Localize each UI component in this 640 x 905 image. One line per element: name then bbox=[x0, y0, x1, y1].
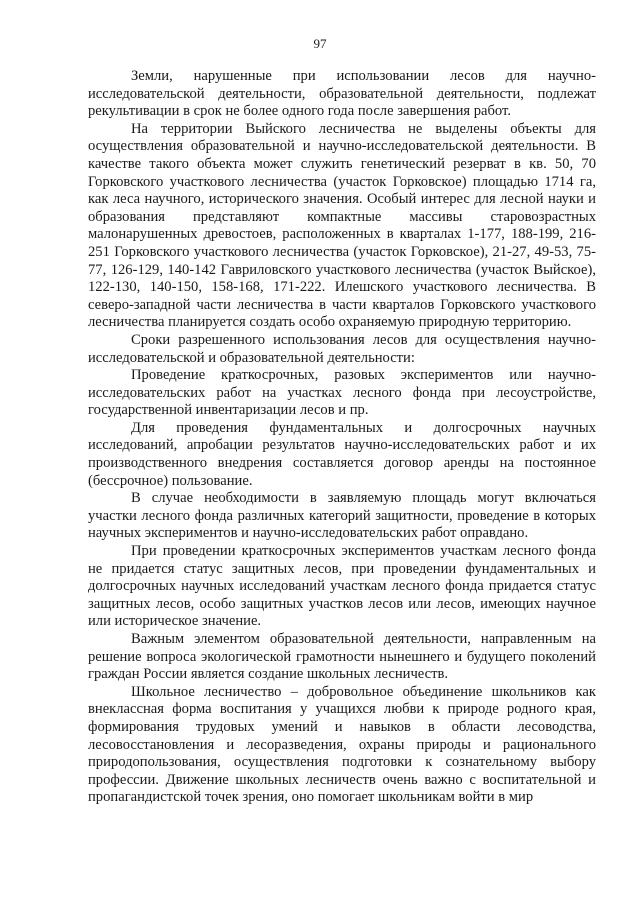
paragraph-fundamental-research: Для проведения фундаментальных и долгосрочных научных исследований, апробации результатов научно-исследовательских работ и их производственного внедрения составляется договор аренды на постоянное (бессрочное) пользование. bbox=[88, 419, 596, 489]
paragraph-area-inclusion: В случае необходимости в заявляемую площадь могут включаться участки лесного фонда различных категорий защитности, проведение в которых научных экспериментов и научно-исследовательских работ оправдано. bbox=[88, 490, 596, 542]
page-number: 97 bbox=[313, 36, 327, 51]
paragraph-reclamation: Земли, нарушенные при использовании лесов для научно-исследовательской деятельности, образовательной деятельности, подлежат рекультивации в срок не более одного года после завершения работ. bbox=[88, 68, 596, 120]
paragraph-short-term-experiments: Проведение краткосрочных, разовых экспериментов или научно-исследовательских работ на участках лесного фонда при лесоустройстве, государственной инвентаризации лесов и пр. bbox=[88, 367, 596, 419]
paragraph-school-forestry-definition: Школьное лесничество – добровольное объединение школьников как внеклассная форма воспитания у учащихся любви к природе родного края, формирования трудовых умений и навыков в области лесоводства, лесовосстановления и лесоразведения, охраны природы и рационального природопользования, осуществления подготовки к сознательному выбору профессии. Движение школьных лесничеств очень важно с воспитательной и пропагандистской точек зрения, оно помогает школьникам войти в мир bbox=[88, 683, 596, 806]
paragraph-permitted-terms: Сроки разрешенного использования лесов для осуществления научно-исследовательской и образовательной деятельности: bbox=[88, 331, 596, 366]
text-body bbox=[88, 68, 596, 807]
paragraph-vyisky-objects: На территории Выйского лесничества не выделены объекты для осуществления образовательной и научно-исследовательской деятельности. В качестве такого объекта может служить генетический резерват в кв. 50, 70 Горковского участкового лесничества (участок Горковское) площадью 1714 га, как леса научного, исторического значения. Особый интерес для лесной науки и образования представляют компактные массивы старовозрастных малонарушенных древостоев, расположенных в кварталах 1-177, 188-199, 216-251 Горковского участкового лесничества (участок Горковское), 21-27, 49-53, 75-77, 126-129, 140-142 Гавриловского участкового лесничества (участок Выйское), 122-130, 140-150, 158-168, 171-222. Илешского участкового лесничества. В северо-западной части лесничества в части кварталов Горковского участкового лесничества планируется создать особо охраняемую природную территорию. bbox=[88, 120, 596, 331]
paragraph-school-forestries-importance: Важным элементом образовательной деятельности, направленным на решение вопроса экологической грамотности нынешнего и будущего поколений граждан России является создание школьных лесничеств. bbox=[88, 631, 596, 683]
paragraph-protective-status: При проведении краткосрочных экспериментов участкам лесного фонда не придается статус защитных лесов, при проведении фундаментальных и долгосрочных научных исследований участкам лесного фонда придается статус защитных лесов, особо защитных участков лесов или лесов, имеющих научное или историческое значение. bbox=[88, 543, 596, 630]
